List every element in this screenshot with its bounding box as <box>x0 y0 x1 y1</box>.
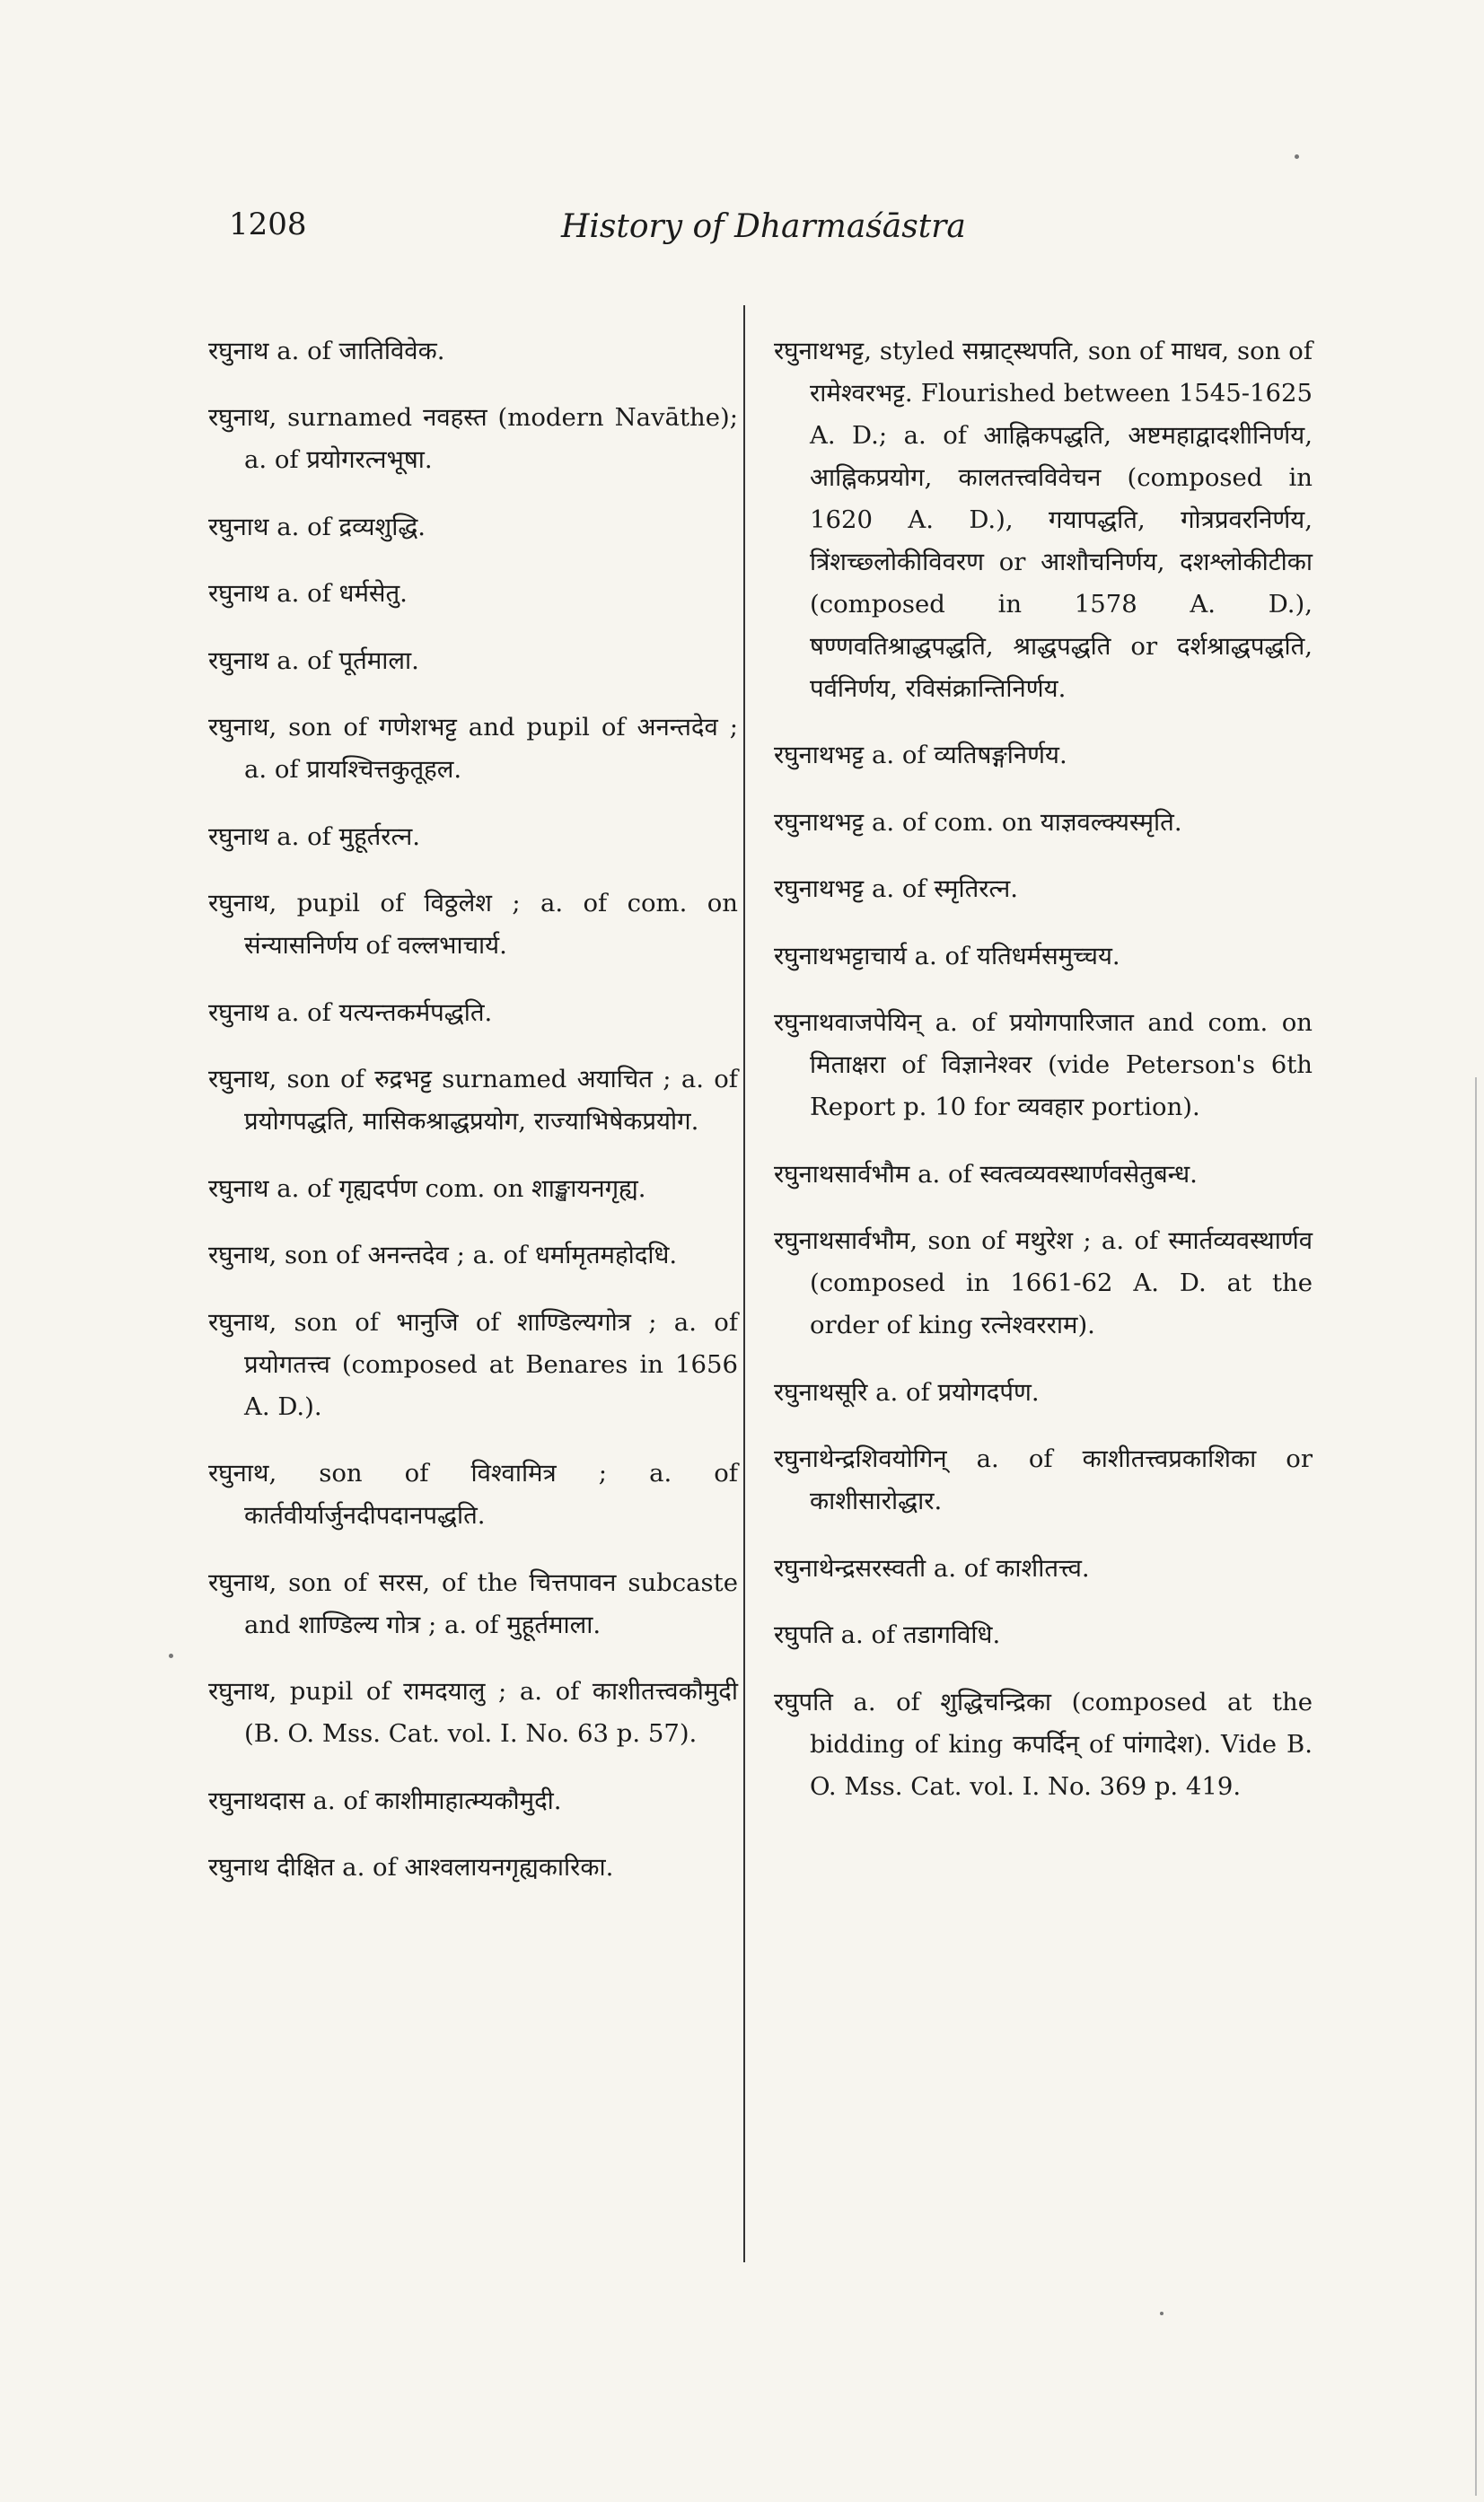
page-header <box>229 196 974 259</box>
scan-speck <box>1295 154 1299 159</box>
dictionary-entry: रघुनाथ, son of रुद्रभट्ट surnamed अयाचित ; a. of प्रयोगपद्धति, मासिकश्राद्धप्रयोग, राज्याभिषेकप्रयोग. <box>208 1065 738 1136</box>
left-column <box>208 305 738 1901</box>
dictionary-entry: रघुनाथ, surnamed नवहस्त (modern Navāthe); a. of प्रयोगरत्नभूषा. <box>208 403 738 474</box>
dictionary-entry: रघुनाथ दीक्षित a. of आश्वलायनगृह्यकारिका. <box>208 1853 614 1882</box>
dictionary-entry: रघुनाथ, pupil of रामदयालु ; a. of काशीतत्त्वकौमुदी (B. O. Mss. Cat. vol. I. No. 63 p. 57). <box>208 1677 738 1748</box>
dictionary-entry: रघुनाथदास a. of काशीमाहात्म्यकौमुदी. <box>208 1786 562 1815</box>
dictionary-entry: रघुनाथसार्वभौम a. of स्वत्वव्यवस्थार्णवसेतुबन्ध. <box>774 1159 1198 1189</box>
dictionary-entry: रघुनाथ a. of जातिविवेक. <box>208 336 445 365</box>
dictionary-entry: रघुपति a. of शुद्धिचन्द्रिका (composed at the bidding of king कपर्दिन् of पांगादेश). Vide B. O. Mss. Cat. vol. I. No. 369 p. 419. <box>774 1687 1313 1801</box>
dictionary-entry: रघुनाथसार्वभौम, son of मथुरेश ; a. of स्मार्तव्यवस्थार्णव (composed in 1661-62 A. D. at the order of king रत्नेश्वरराम). <box>774 1226 1313 1339</box>
scan-speck <box>169 1654 173 1658</box>
dictionary-entry: रघुनाथ, son of अनन्तदेव ; a. of धर्मामृतमहोदधि. <box>208 1241 678 1269</box>
dictionary-entry: रघुनाथ, pupil of विठ्ठलेश ; a. of com. on संन्यासनिर्णय of वल्लभाचार्य. <box>208 889 738 960</box>
dictionary-entry: रघुनाथ, son of भानुजि of शाण्डिल्यगोत्र ; a. of प्रयोगतत्त्व (composed at Benares in 1656 A. D.). <box>208 1307 738 1421</box>
dictionary-entry: रघुनाथभट्टाचार्य a. of यतिधर्मसमुच्चय. <box>774 941 1120 970</box>
dictionary-entry: रघुनाथसूरि a. of प्रयोगदर्पण. <box>774 1377 1040 1407</box>
page-number: 1208 <box>229 206 307 242</box>
running-title: History of Dharmaśāstra <box>561 208 966 245</box>
dictionary-entry: रघुनाथभट्ट, styled सम्राट्स्थपति, son of माधव, son of रामेश्वरभट्ट. Flourished between 1545-1625 A. D.; a. of आह्निकपद्धति, अष्टमहाद्वादशीनिर्णय, आह्निकप्रयोग, कालतत्त्वविवेचन (composed in 1620 A. D.), गयापद्धति, गोत्रप्रवरनिर्णय, त्रिंशच्छ्लोकीविवरण or आशौचनिर्णय, दशश्लोकीटीका (composed in 1578 A. D.), षण्णवतिश्राद्धपद्धति, श्राद्धपद्धति or दर्शश्राद्धपद्धति, पर्वनिर्णय, रविसंक्रान्तिनिर्णय. <box>774 336 1313 703</box>
dictionary-entry: रघुनाथभट्ट a. of व्यतिषङ्गनिर्णय. <box>774 741 1067 769</box>
dictionary-entry: रघुनाथ, son of सरस, of the चित्तपावन subcaste and शाण्डिल्य गोत्र ; a. of मुहूर्तमाला. <box>208 1567 738 1639</box>
dictionary-entry: रघुनाथ, son of विश्वामित्र ; a. of कार्तवीर्यार्जुनदीपदानपद्धति. <box>208 1459 738 1530</box>
scan-speck <box>1160 2312 1163 2315</box>
right-column <box>774 305 1313 1821</box>
scan-edge-line <box>1475 1077 1477 2496</box>
dictionary-entry: रघुनाथभट्ट a. of com. on याज्ञवल्क्यस्मृति. <box>774 807 1182 837</box>
dictionary-entry: रघुनाथ a. of पूर्तमाला. <box>208 645 419 675</box>
dictionary-entry: रघुनाथ a. of धर्मसेतु. <box>208 579 408 608</box>
dictionary-entry: रघुनाथ a. of द्रव्यशुद्धि. <box>208 512 426 541</box>
dictionary-entry: रघुनाथेन्द्रसरस्वती a. of काशीतत्त्व. <box>774 1553 1090 1583</box>
dictionary-entry: रघुनाथ, son of गणेशभट्ट and pupil of अनन्तदेव ; a. of प्रायश्चित्तकुतूहल. <box>208 713 738 784</box>
column-divider <box>743 305 745 2262</box>
dictionary-entry: रघुनाथ a. of गृह्यदर्पण com. on शाङ्खायनगृह्य. <box>208 1173 646 1203</box>
dictionary-entry: रघुपति a. of तडागविधि. <box>774 1620 1001 1649</box>
dictionary-entry: रघुनाथभट्ट a. of स्मृतिरत्न. <box>774 874 1018 903</box>
dictionary-entry: रघुनाथवाजपेयिन् a. of प्रयोगपारिजात and com. on मिताक्षरा of विज्ञानेश्वर (vide Peterson's 6th Report p. 10 for व्यवहार portion). <box>774 1008 1313 1121</box>
dictionary-entry: रघुनाथ a. of यत्यन्तकर्मपद्धति. <box>208 997 493 1027</box>
dictionary-entry: रघुनाथेन्द्रशिवयोगिन् a. of काशीतत्त्वप्रकाशिका or काशीसारोद्धार. <box>774 1444 1313 1515</box>
dictionary-entry: रघुनाथ a. of मुहूर्तरत्न. <box>208 821 420 851</box>
